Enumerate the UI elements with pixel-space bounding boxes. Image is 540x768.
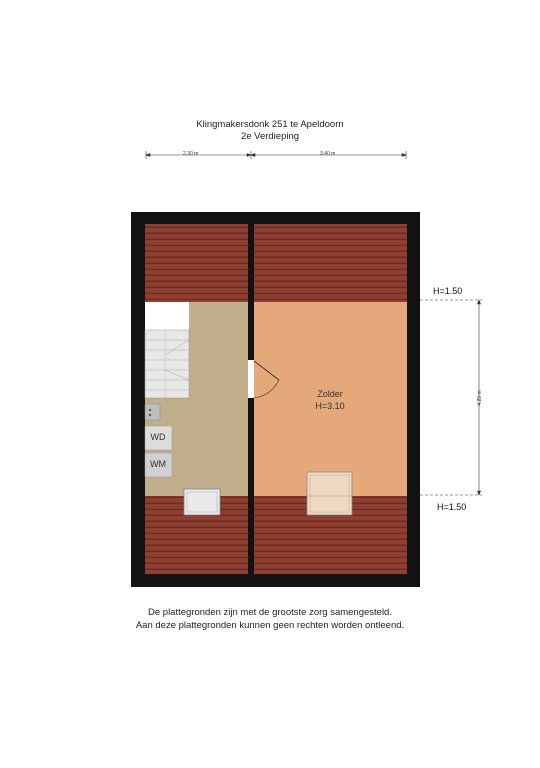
door-opening (248, 360, 254, 398)
plan-title: Klingmakersdonk 251 te Apeldoorn (196, 119, 344, 130)
floor-label: 2e Verdieping (240, 131, 300, 142)
roof-window-right (307, 472, 352, 515)
roof-window-left (184, 489, 220, 515)
room-name-zolder: Zolder (317, 389, 343, 399)
room-depth-dimension: 4.29 m (477, 390, 483, 406)
right-width-dimension: 3.40 m (320, 151, 336, 157)
disclaimer-line-1: De plattegronden zijn met de grootste zorg samengesteld. (148, 607, 392, 618)
height-mark-bottom: H=1.50 (437, 502, 467, 512)
zolder-floor (254, 302, 407, 496)
disclaimer-line-2: Aan deze plattegronden kunnen geen rechten worden ontleend. (135, 620, 405, 631)
dryer-label: WD (150, 432, 166, 442)
left-width-dimension: 2.30 m (183, 151, 199, 157)
room-height-zolder: H=3.10 (315, 401, 345, 411)
utility-knob-icon (149, 414, 151, 416)
height-mark-top: H=1.50 (433, 286, 463, 296)
utility-knob-icon (149, 409, 151, 411)
utility-unit (145, 404, 160, 420)
staircase (145, 302, 189, 398)
interior-wall (248, 224, 254, 574)
roof-top-right (254, 224, 407, 302)
roof-top-left (145, 224, 248, 302)
height-lines (420, 300, 482, 495)
washing-machine-label: WM (150, 459, 166, 469)
